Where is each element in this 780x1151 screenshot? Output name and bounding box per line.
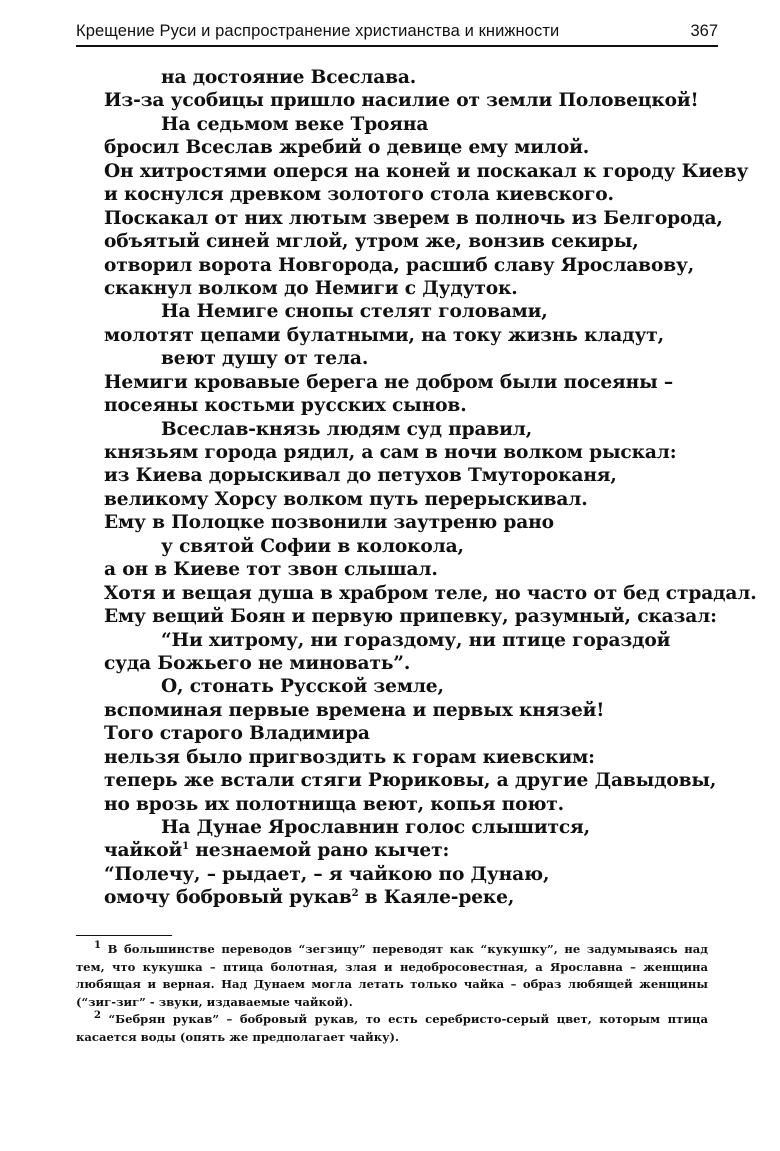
poem-line-text: Немиги кровавые берега не добром были посеяны – (104, 371, 674, 393)
poem-line (104, 254, 714, 277)
poem-line-text: веют душу от тела. (161, 348, 369, 370)
poem-line-text: Ему в Полоцке позвонили заутреню рано (104, 512, 554, 534)
footnote-text: “Бебрян рукав” – бобровый рукав, то есть серебристо-серый цвет, которым птица касается воды (опять же предполагает чайку). (76, 1012, 708, 1044)
poem-line (104, 582, 757, 605)
poem-line-text: теперь же встали стяги Рюриковы, а другие Давыдовы, (104, 770, 717, 792)
poem-line-text: у святой Софии в колокола, (161, 535, 464, 557)
poem-line (104, 699, 714, 722)
poem-line-text: и коснулся древком золотого стола киевского. (104, 184, 614, 206)
poem-line (104, 605, 717, 628)
poem-line (104, 746, 714, 769)
poem-line (104, 464, 714, 487)
page-number: 367 (690, 22, 718, 40)
poem-line-text: Поскакал от них лютым зверем в полночь из Белгорода, (104, 207, 723, 229)
poem-line (104, 769, 717, 792)
poem-line (104, 839, 714, 862)
poem-line (104, 324, 714, 347)
poem-line-text: О, стонать Русской земле, (161, 676, 444, 698)
poem-line (104, 136, 714, 159)
running-title: Крещение Руси и распространение христианства и книжности (76, 22, 560, 40)
footnote-reference[interactable]: 2 (351, 888, 359, 900)
page-header (76, 20, 718, 46)
poem-line (104, 89, 714, 112)
poem-line (104, 300, 714, 323)
poem-line-text: Он хитростями оперся на коней и поскакал к городу Киеву (104, 160, 749, 182)
poem-line (104, 863, 714, 886)
poem-line-text: бросил Всеслав жребий о девице ему милой. (104, 137, 590, 159)
poem-line-text: отворил ворота Новгорода, расшиб славу Ярославову, (104, 254, 695, 276)
poem-line (104, 675, 714, 698)
poem-line-text: На седьмом веке Трояна (161, 113, 429, 135)
poem-line (104, 629, 714, 652)
footnote-reference[interactable]: 1 (182, 841, 189, 853)
poem-line-text: великому Хорсу волком путь перерыскивал. (104, 488, 588, 510)
poem-line (104, 160, 749, 183)
poem-line (104, 230, 714, 253)
poem-line (104, 183, 714, 206)
poem-line-text: скакнул волком до Немиги с Дудуток. (104, 277, 518, 299)
poem-line-text: посеяны костьми русских сынов. (104, 395, 467, 417)
poem-line (104, 371, 714, 394)
poem-line-text: Того старого Владимира (104, 723, 370, 745)
poem-line (104, 816, 714, 839)
poem-line-text: чайкой (104, 840, 183, 862)
poem-line (104, 277, 714, 300)
poem-line (104, 488, 714, 511)
poem-line-text: на достояние Всеслава. (161, 67, 417, 88)
poem-line-text: “Ни хитрому, ни гораздому, ни птице гораздой (161, 629, 671, 651)
poem-line-text: нельзя было пригвоздить к горам киевским: (104, 746, 595, 768)
footnotes (76, 941, 708, 1047)
poem-line-text: Из-за усобицы пришло насилие от земли Половецкой! (104, 90, 699, 112)
poem-line-text: незнаемой рано кычет: (188, 840, 450, 862)
footnote-rule (76, 935, 172, 936)
poem-line (104, 652, 714, 675)
footnote (76, 941, 708, 1011)
poem-line (104, 66, 714, 89)
poem-line-text: омочу бобровый рукав (104, 887, 352, 909)
poem-line-text: Ему вещий Боян и первую припевку, разумный, сказал: (104, 606, 717, 628)
poem-line-text: “Полечу, – рыдает, – я чайкою по Дунаю, (104, 863, 550, 885)
footnote-mark: 2 (94, 1010, 101, 1022)
poem-line (104, 418, 714, 441)
poem-line (104, 535, 714, 558)
footnote (76, 1011, 708, 1046)
poem-line (104, 722, 714, 745)
poem-line-text: суда Божьего не миновать”. (104, 652, 411, 674)
poem-line (104, 441, 714, 464)
poem-line-text: объятый синей мглой, утром же, вонзив секиры, (104, 231, 639, 253)
poem-text (104, 66, 757, 910)
poem-line (104, 793, 714, 816)
poem-line-text: На Дунае Ярославнин голос слышится, (161, 817, 590, 838)
header-rule (76, 45, 718, 47)
poem-line (104, 886, 714, 909)
footnote-mark: 1 (94, 940, 101, 951)
poem-line (104, 207, 723, 230)
poem-line (104, 394, 714, 417)
poem-line-text: вспоминая первые времена и первых князей! (104, 699, 605, 721)
footnote-text: В большинстве переводов “зегзицу” переводят как “кукушку”, не задумываясь над тем, что кукушка – птица болотная, злая и недобросовестная, а Ярославна – женщина любящая и верная. Над Дунаем могла летать только чайка – образ любящей женщины (“зиг-зиг” - звуки, издаваемые чайкой). (76, 942, 708, 1009)
poem-line-text: князьям города рядил, а сам в ночи волком рыскал: (104, 442, 677, 463)
poem-line (104, 558, 714, 581)
poem-line-text: в Каяле-реке, (358, 887, 515, 909)
poem-line-text: но врозь их полотнища веют, копья поют. (104, 793, 564, 815)
poem-line-text: молотят цепами булатными, на току жизнь кладут, (104, 324, 664, 346)
poem-line-text: а он в Киеве тот звон слышал. (104, 559, 438, 581)
poem-line-text: Хотя и вещая душа в храбром теле, но часто от бед страдал. (104, 582, 757, 604)
poem-line (104, 511, 714, 534)
poem-line-text: На Немиге снопы стелят головами, (161, 301, 548, 323)
poem-line (104, 113, 714, 136)
poem-line-text: Всеслав-князь людям суд правил, (161, 418, 533, 440)
poem-line-text: из Киева дорыскивал до петухов Тмутороканя, (104, 465, 617, 487)
poem-line (104, 347, 714, 370)
